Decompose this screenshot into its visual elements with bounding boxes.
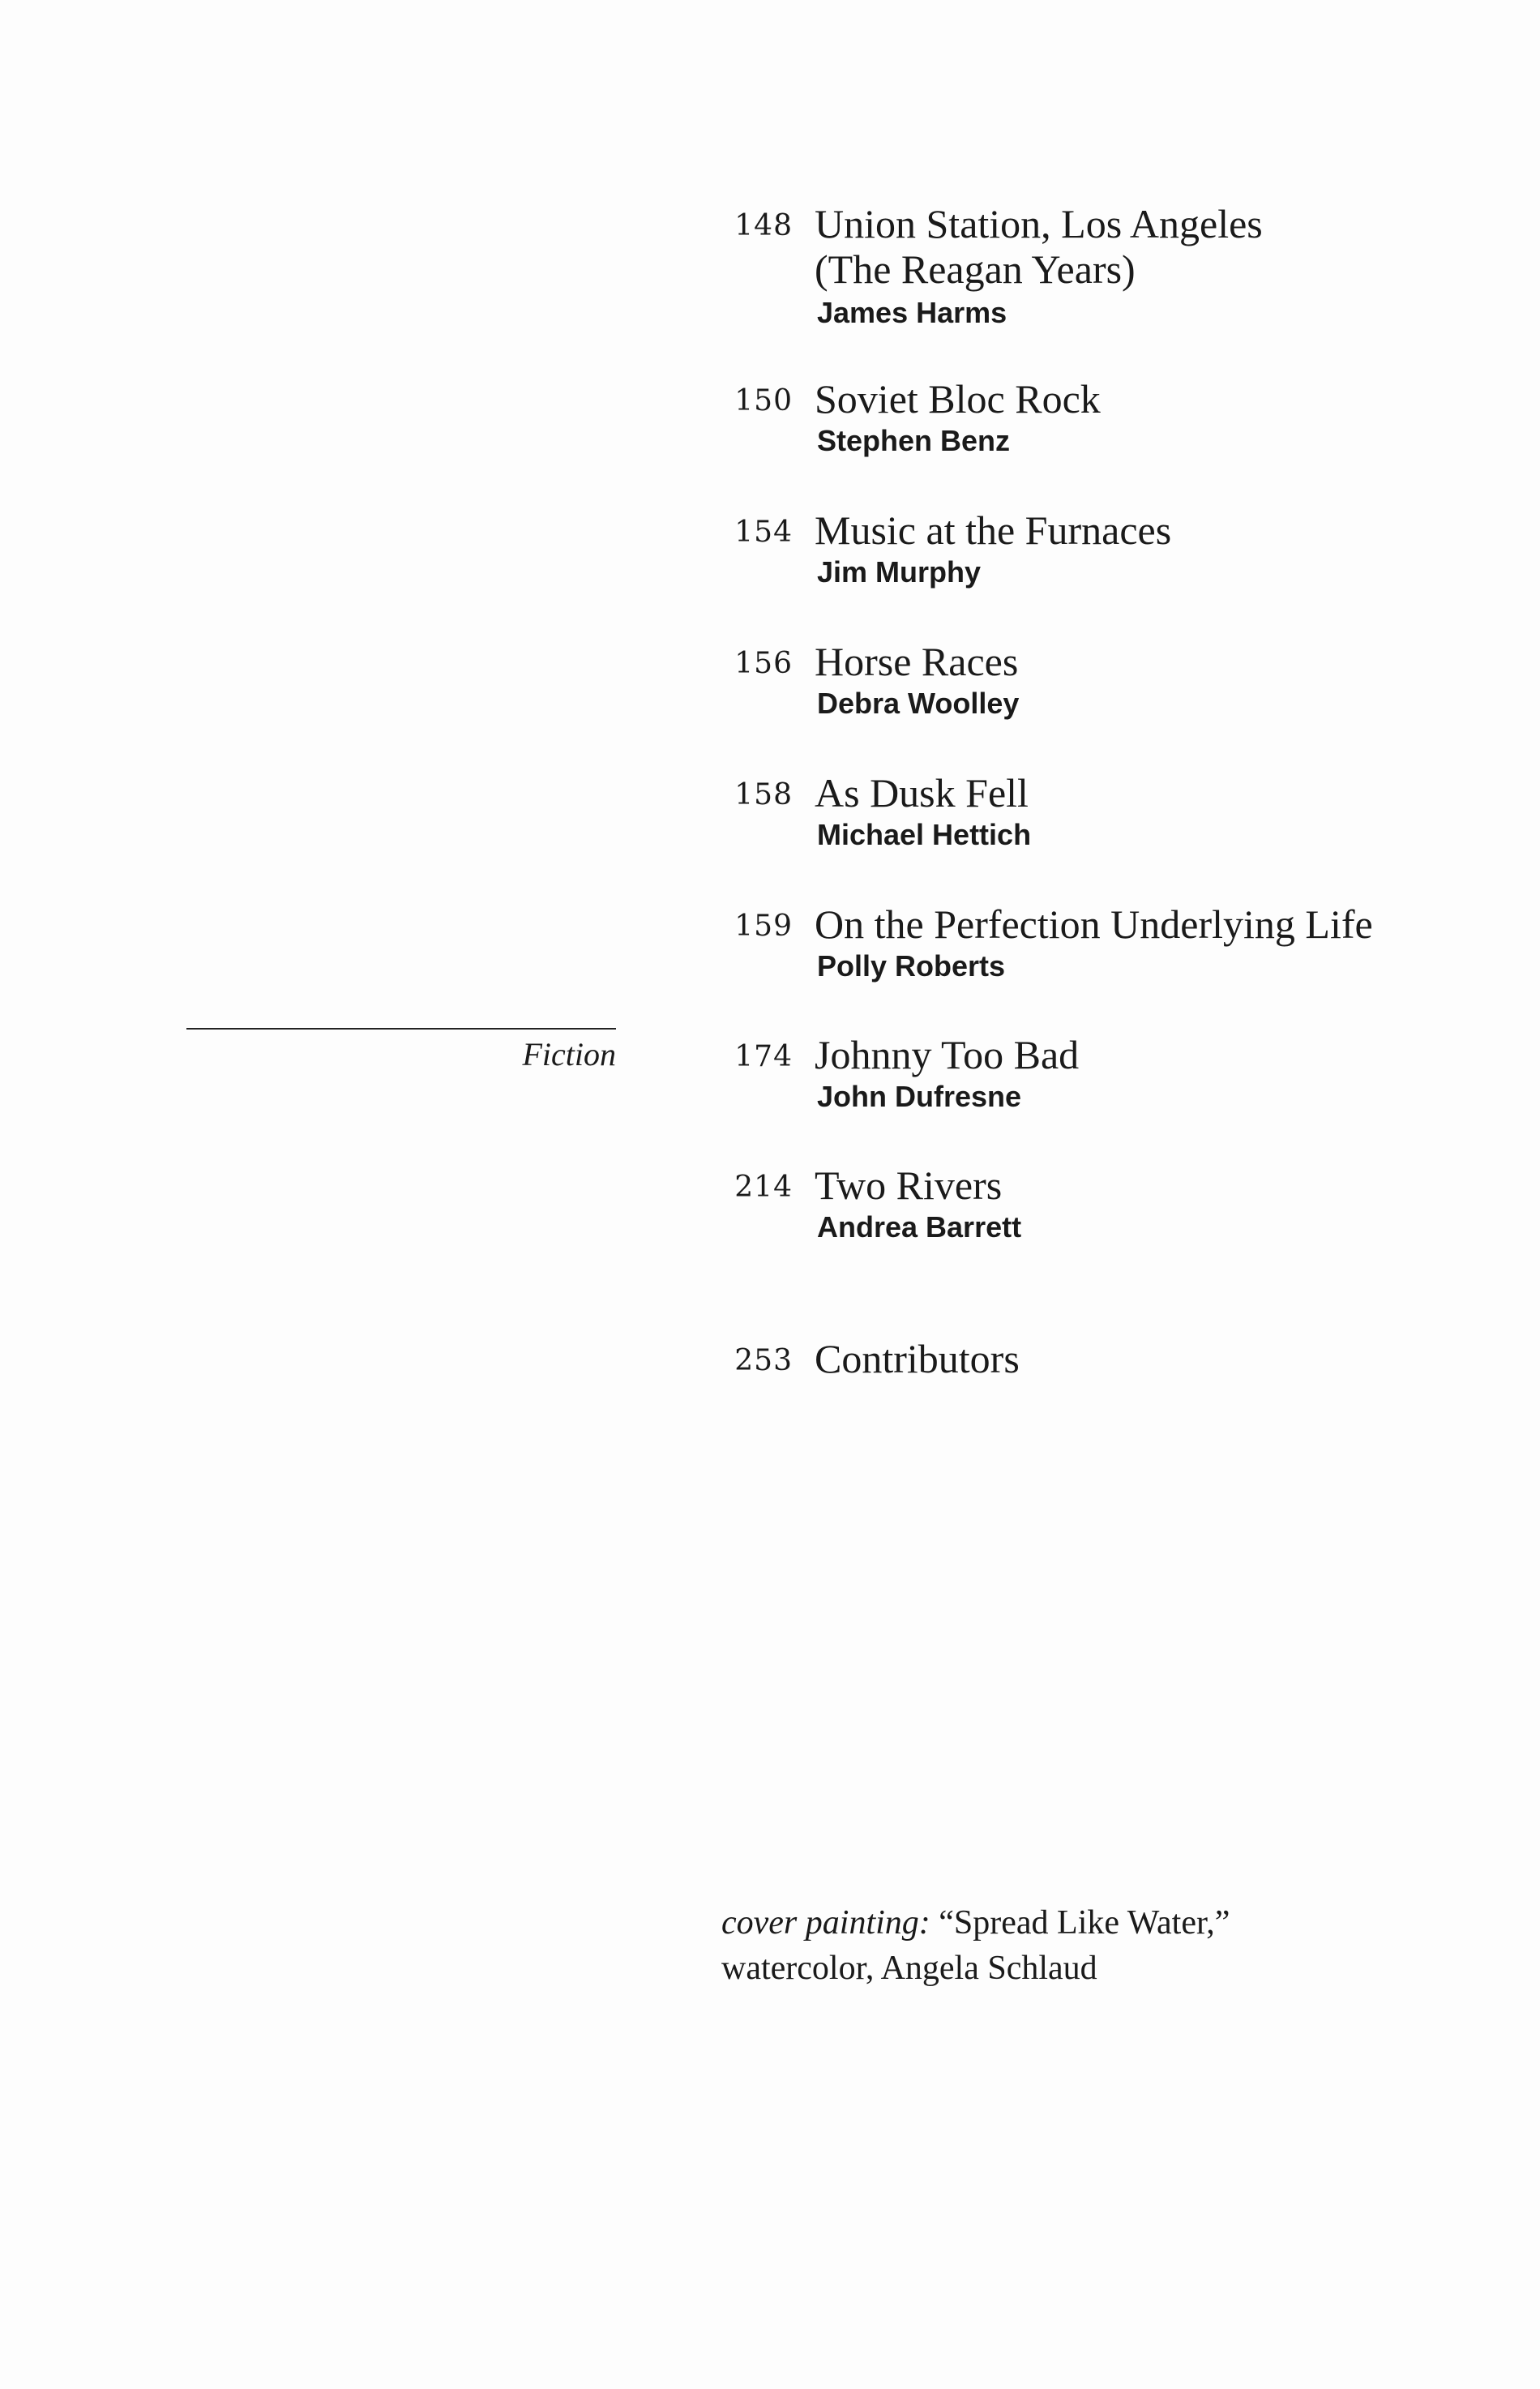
cover-credit-line-2: watercolor, Angela Schlaud xyxy=(721,1950,1097,1987)
toc-title: As Dusk Fell xyxy=(815,770,1029,816)
toc-page-number: 214 xyxy=(734,1171,793,1204)
toc-title xyxy=(815,201,1263,292)
cover-credit-painting-title: “Spread Like Water,” xyxy=(939,1904,1230,1942)
toc-author: Jim Murphy xyxy=(817,555,982,589)
toc-title: Two Rivers xyxy=(815,1162,1003,1208)
toc-title-line: Union Station, Los Angeles xyxy=(815,201,1263,246)
toc-page-number: 158 xyxy=(734,778,793,811)
toc-page-number: 156 xyxy=(734,647,793,680)
toc-page-number: 159 xyxy=(734,910,793,943)
toc-author: James Harms xyxy=(817,296,1007,329)
toc-author: John Dufresne xyxy=(817,1080,1022,1113)
toc-title: Music at the Furnaces xyxy=(815,507,1172,553)
toc-author: Andrea Barrett xyxy=(817,1210,1022,1244)
toc-title: Soviet Bloc Rock xyxy=(815,376,1101,422)
toc-author: Polly Roberts xyxy=(817,949,1006,983)
toc-author: Debra Woolley xyxy=(817,687,1020,720)
cover-credit-line-1 xyxy=(721,1900,1230,1946)
toc-page-number: 154 xyxy=(734,516,793,549)
cover-credit xyxy=(721,1900,1230,1991)
toc-title: Horse Races xyxy=(815,639,1019,684)
toc-page-number: 253 xyxy=(734,1344,793,1377)
toc-page-number: 150 xyxy=(734,384,793,417)
toc-title: Contributors xyxy=(815,1336,1020,1381)
toc-page-number: 174 xyxy=(734,1040,793,1073)
toc-page-number: 148 xyxy=(734,209,793,242)
toc-title-line: (The Reagan Years) xyxy=(815,246,1136,292)
toc-author: Michael Hettich xyxy=(817,818,1032,851)
toc-title: Johnny Too Bad xyxy=(815,1032,1080,1077)
section-divider xyxy=(186,1028,616,1030)
section-label-fiction: Fiction xyxy=(522,1036,616,1072)
cover-credit-prefix: cover painting: xyxy=(721,1904,930,1942)
toc-author: Stephen Benz xyxy=(817,424,1011,457)
toc-title: On the Perfection Underlying Life xyxy=(815,901,1373,947)
